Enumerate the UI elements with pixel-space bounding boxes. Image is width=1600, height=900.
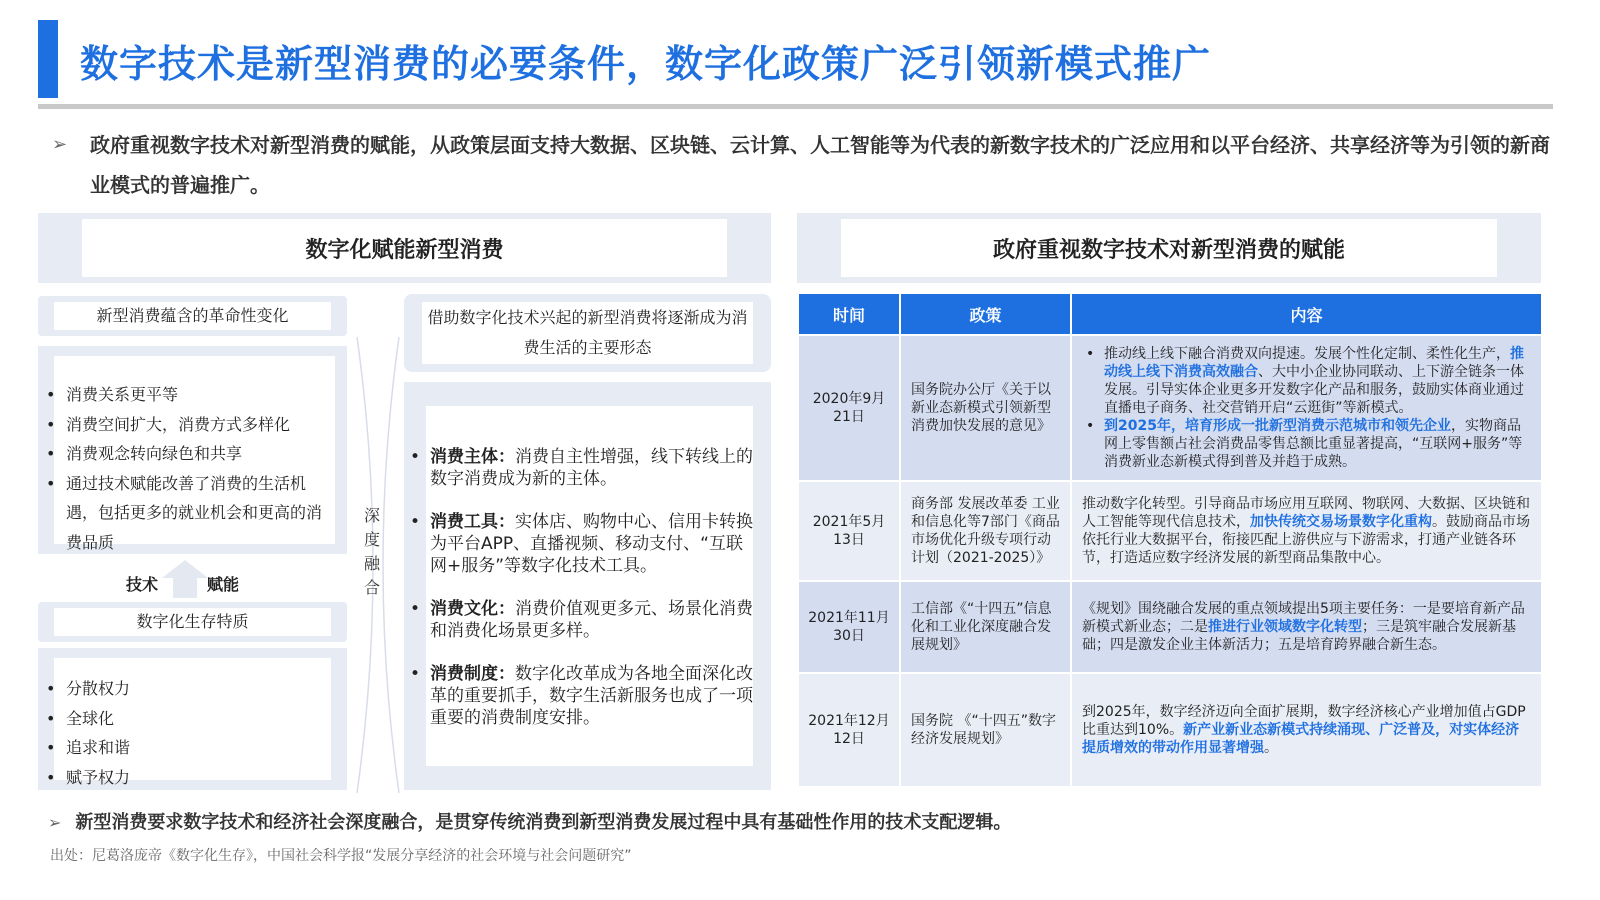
cell-time: 2020年9月21日	[798, 335, 900, 481]
conclusion-text: ➢ 新型消费要求数字技术和经济社会深度融合，是贯穿传统消费到新型消费发展过程中具有基础性作用的技术支配逻辑。	[48, 812, 1012, 833]
source-note: 出处：尼葛洛庞帝《数字化生存》，中国社会科学报“发展分享经济的社会环境与社会问题研究”	[50, 848, 632, 864]
column-header-time: 时间	[798, 293, 900, 335]
cell-policy: 国务院办公厅《关于以新业态新模式引领新型消费加快发展的意见》	[900, 335, 1071, 481]
cell-content: 到2025年，数字经济迈向全面扩展期，数字经济核心产业增加值占GDP比重达到10%。新产业新业态新模式持续涌现、广泛普及，对实体经济提质增效的带动作用显著增强。	[1071, 673, 1542, 787]
right-panel-header	[797, 213, 1541, 283]
policy-table	[797, 292, 1543, 788]
list-item: • 消费制度：数字化改革成为各地全面深化改革的重要抓手，数字生活新服务也成了一项重要的消费制度安排。	[404, 663, 753, 729]
list-item: • 消费关系更平等	[40, 380, 335, 410]
arrow-bullet-icon: ➢	[48, 813, 62, 832]
right-panel-title: 政府重视数字技术对新型消费的赋能	[841, 219, 1497, 277]
tech-label: 技术	[126, 575, 159, 594]
cell-content	[1071, 335, 1542, 481]
table-row	[798, 335, 1542, 481]
list-item: • 消费工具：实体店、购物中心、信用卡转换为平台APP、直播视频、移动支付、“互联网+服务”等数字化技术工具。	[404, 511, 753, 577]
intro-paragraph	[52, 125, 1552, 205]
cell-time: 2021年12月12日	[798, 673, 900, 787]
table-header-row	[798, 293, 1542, 335]
list-item: • 消费主体：消费自主性增强，线下转线上的数字消费成为新的主体。	[404, 446, 753, 490]
list-item: • 推动线上线下融合消费双向提速。发展个性化定制、柔性化生产，推动线上线下消费高效融合、大中小企业协同联动、上下游全链条一体发展。引导实体企业更多开发数字化产品和服务，鼓励实体商业通过直播电子商务、社交营销开启“云逛街”等新模式。	[1082, 345, 1533, 417]
cell-time: 2021年5月13日	[798, 481, 900, 581]
list-item: • 分散权力	[40, 674, 331, 704]
arrow-bullet-icon: ➢	[52, 134, 68, 155]
main-form-text: 借助数字化技术兴起的新型消费将逐渐成为消费生活的主要形态	[422, 302, 753, 364]
list-item: • 消费观念转向绿色和共享	[40, 439, 335, 469]
main-form-header	[404, 294, 771, 372]
cell-content: 《规划》围绕融合发展的重点领域提出5项主要任务：一是要培育新产品新模式新业态；二是推进行业领域数字化转型；三是筑牢融合发展新基础；四是激发企业主体新活力；五是培育跨界融合新生态。	[1071, 581, 1542, 673]
list-item: • 消费文化：消费价值观更多元、场景化消费和消费化场景更多样。	[404, 598, 753, 642]
left-panel-header	[38, 213, 771, 283]
list-item: • 追求和谐	[40, 733, 331, 763]
intro-text: 政府重视数字技术对新型消费的赋能，从政策层面支持大数据、区块链、云计算、人工智能等为代表的新数字技术的广泛应用和以平台经济、共享经济等为引领的新商业模式的普遍推广。	[90, 133, 1550, 197]
cell-time: 2021年11月30日	[798, 581, 900, 673]
revolution-header-text: 新型消费蕴含的革命性变化	[54, 302, 331, 330]
column-header-policy: 政策	[900, 293, 1071, 335]
deep-fusion-label: 深 度 融 合	[363, 506, 380, 597]
page-title: 数字技术是新型消费的必要条件，数字化政策广泛引领新模式推广	[80, 42, 1212, 86]
title-divider	[38, 104, 1553, 109]
up-arrow-icon	[162, 560, 208, 598]
survival-header	[38, 602, 347, 642]
list-item: • 全球化	[40, 704, 331, 734]
empower-label: 赋能	[207, 575, 240, 594]
list-item: • 赋予权力	[40, 763, 331, 793]
title-accent-bar	[38, 20, 58, 98]
features-box	[404, 382, 771, 790]
revolution-box	[38, 346, 347, 554]
revolution-header	[38, 296, 347, 336]
cell-policy: 商务部 发展改革委 工业和信息化等7部门《商品市场优化升级专项行动计划（2021-2025）》	[900, 481, 1071, 581]
list-item: • 消费空间扩大，消费方式多样化	[40, 410, 335, 440]
cell-content: 推动数字化转型。引导商品市场应用互联网、物联网、大数据、区块链和人工智能等现代信息技术，加快传统交易场景数字化重构。鼓励商品市场依托行业大数据平台，衔接匹配上游供应与下游需求，打通产业链各环节，打造适应数字经济发展的新型商品集散中心。	[1071, 481, 1542, 581]
column-header-content: 内容	[1071, 293, 1542, 335]
left-panel-title: 数字化赋能新型消费	[82, 219, 727, 277]
table-row	[798, 673, 1542, 787]
survival-box	[38, 648, 347, 790]
revolution-list	[40, 380, 335, 557]
survival-list	[40, 674, 331, 792]
list-item: • 到2025年，培育形成一批新型消费示范城市和领先企业，实物商品网上零售额占社会消费品零售总额比重显著提高，“互联网+服务”等消费新业态新模式得到普及并趋于成熟。	[1082, 417, 1533, 471]
features-list	[404, 446, 753, 729]
list-item: • 通过技术赋能改善了消费的生活机遇，包括更多的就业机会和更高的消费品质	[40, 469, 335, 558]
cell-policy: 工信部《“十四五”信息化和工业化深度融合发展规划》	[900, 581, 1071, 673]
table-row	[798, 481, 1542, 581]
table-row	[798, 581, 1542, 673]
survival-header-text: 数字化生存特质	[54, 608, 331, 636]
cell-policy: 国务院 《“十四五”数字经济发展规划》	[900, 673, 1071, 787]
